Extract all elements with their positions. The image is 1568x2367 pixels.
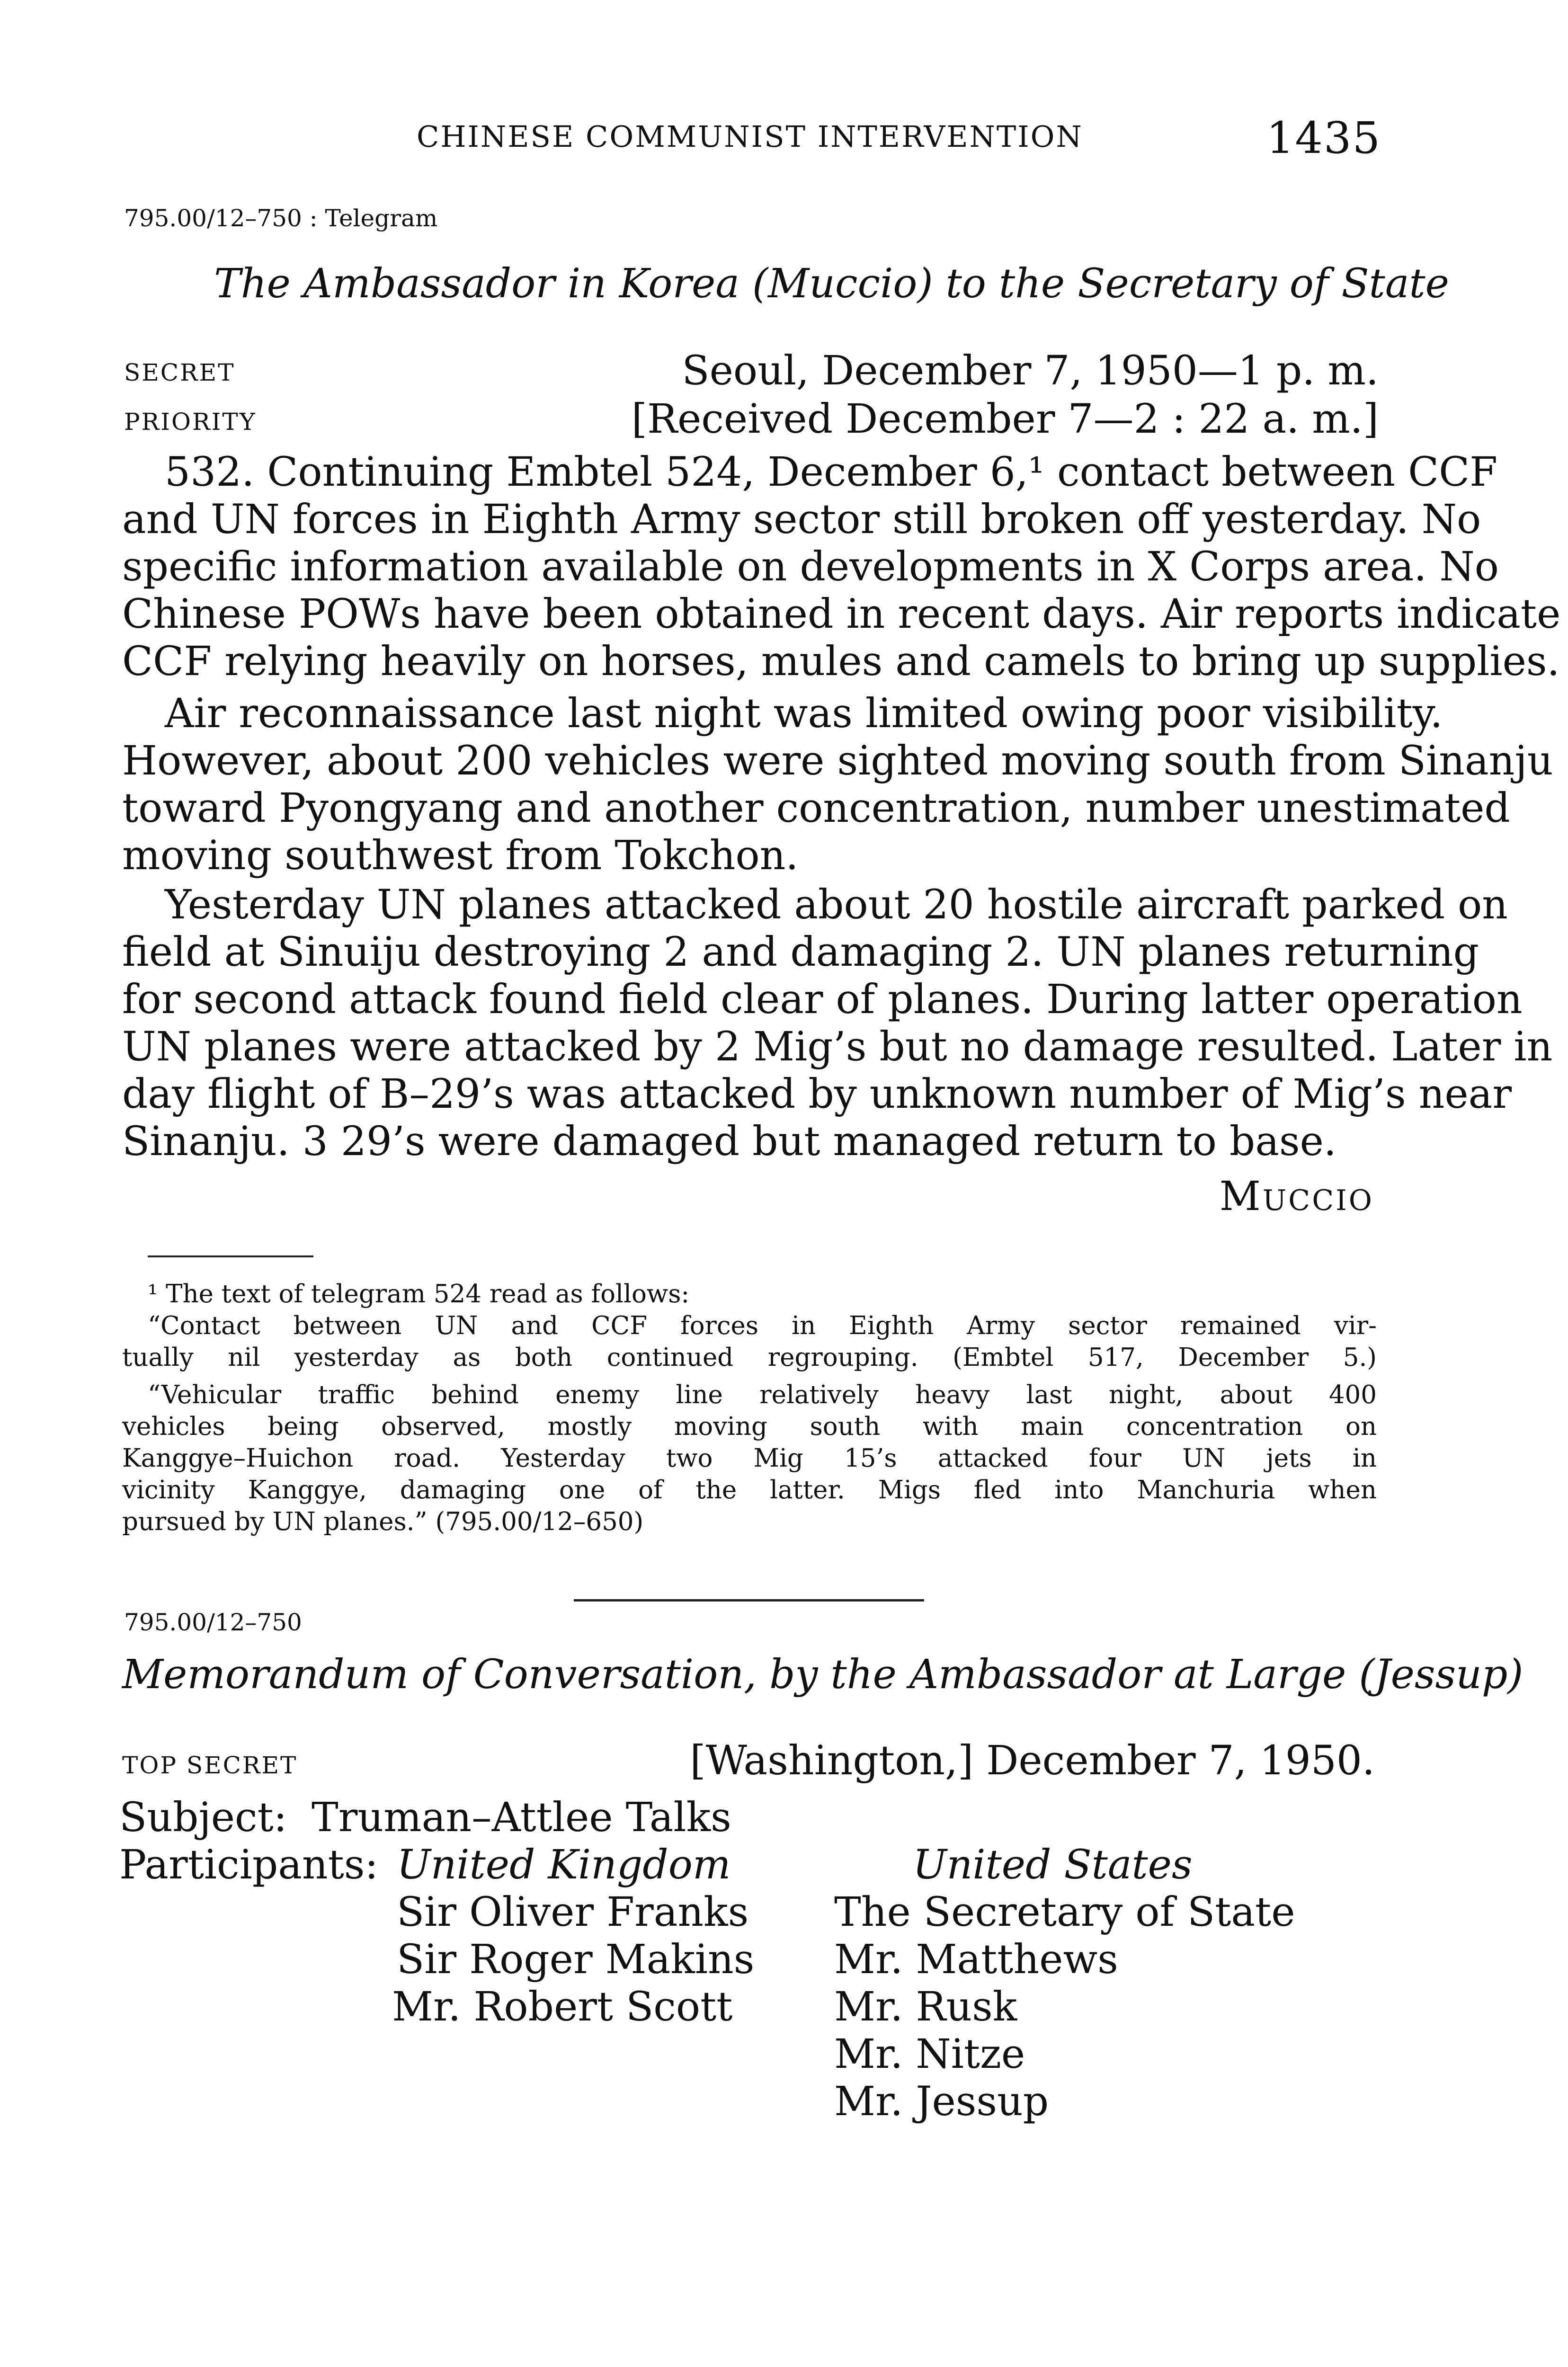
doc1-file-number: 795.00/12–750 : Telegram	[124, 205, 438, 232]
footnote-line: vehicles being observed, mostly moving south with main concentration on	[122, 1412, 1377, 1441]
doc1-para2-line: Air reconnaissance last night was limited owing poor visibility.	[165, 690, 1443, 737]
footnote-line: vicinity Kanggye, damaging one of the latter. Migs fled into Manchuria when	[122, 1476, 1377, 1504]
doc1-para2-line: However, about 200 vehicles were sighted moving south from Sinanju	[122, 738, 1553, 784]
doc1-received: [Received December 7—2 : 22 a. m.]	[631, 396, 1379, 443]
doc1-classification: SECRET	[124, 359, 235, 386]
us-heading: United States	[913, 1842, 1193, 1888]
page-number: 1435	[1266, 113, 1381, 163]
doc1-para1-line: 532. Continuing Embtel 524, December 6,¹ contact between CCF	[165, 449, 1498, 496]
footnote-line: “Vehicular traffic behind enemy line relatively heavy last night, about 400	[148, 1380, 1377, 1409]
running-head: CHINESE COMMUNIST INTERVENTION	[417, 119, 1083, 154]
doc1-para3-line: for second attack found field clear of planes. During latter operation	[122, 976, 1523, 1023]
footnote-line: tually nil yesterday as both continued regrouping. (Embtel 517, December 5.)	[122, 1343, 1377, 1372]
doc2-file-number: 795.00/12–750	[124, 1609, 302, 1636]
doc1-para2-line: moving southwest from Tokchon.	[122, 832, 799, 879]
uk-participant: Sir Oliver Franks	[397, 1889, 749, 1936]
doc1-priority: PRIORITY	[124, 408, 257, 436]
doc1-para1-line: Chinese POWs have been obtained in recent days. Air reports indicate	[122, 591, 1561, 638]
doc1-para3-line: UN planes were attacked by 2 Mig’s but no damage resulted. Later in	[122, 1023, 1553, 1070]
us-participant: Mr. Rusk	[834, 1984, 1017, 2030]
doc1-signature: Muccio	[1219, 1173, 1374, 1220]
doc1-para1-line: specific information available on developments in X Corps area. No	[122, 543, 1499, 590]
footnote-line: pursued by UN planes.” (795.00/12–650)	[122, 1507, 644, 1536]
doc1-para1-line: CCF relying heavily on horses, mules and camels to bring up supplies.	[122, 638, 1560, 685]
section-divider	[574, 1599, 924, 1602]
us-participant: Mr. Jessup	[834, 2078, 1049, 2125]
doc2-place-date: [Washington,] December 7, 1950.	[690, 1737, 1375, 1784]
doc1-para3-line: day flight of B–29’s was attacked by unknown number of Mig’s near	[122, 1071, 1512, 1118]
doc2-title: Memorandum of Conversation, by the Ambassador at Large (Jessup)	[122, 1651, 1523, 1698]
subject-label: Subject:	[119, 1794, 287, 1841]
doc1-para3-line: Sinanju. 3 29’s were damaged but managed return to base.	[122, 1118, 1336, 1165]
doc1-para2-line: toward Pyongyang and another concentration, number unestimated	[122, 785, 1510, 832]
uk-heading: United Kingdom	[397, 1842, 731, 1888]
footnote-rule	[148, 1255, 313, 1257]
subject-value: Truman–Attlee Talks	[312, 1794, 731, 1841]
doc1-para1-line: and UN forces in Eighth Army sector still broken off yesterday. No	[122, 496, 1481, 543]
footnote-line: “Contact between UN and CCF forces in Eighth Army sector remained vir-	[148, 1311, 1377, 1340]
uk-participant: Sir Roger Makins	[397, 1936, 755, 1983]
us-participant: Mr. Nitze	[834, 2031, 1025, 2078]
us-participant: Mr. Matthews	[834, 1936, 1118, 1983]
doc1-title: The Ambassador in Korea (Muccio) to the Secretary of State	[214, 260, 1449, 307]
uk-participant: Mr. Robert Scott	[392, 1984, 733, 2030]
doc1-para3-line: field at Sinuiju destroying 2 and damaging 2. UN planes returning	[122, 929, 1479, 976]
participants-label: Participants:	[119, 1842, 379, 1888]
footnote-line: Kanggye–Huichon road. Yesterday two Mig 15’s attacked four UN jets in	[122, 1444, 1377, 1473]
us-participant: The Secretary of State	[834, 1889, 1295, 1936]
doc2-classification: TOP SECRET	[122, 1752, 298, 1779]
footnote-line: ¹ The text of telegram 524 read as follows:	[148, 1280, 690, 1308]
doc1-para3-line: Yesterday UN planes attacked about 20 hostile aircraft parked on	[165, 881, 1508, 928]
doc1-place-date: Seoul, December 7, 1950—1 p. m.	[682, 347, 1379, 394]
